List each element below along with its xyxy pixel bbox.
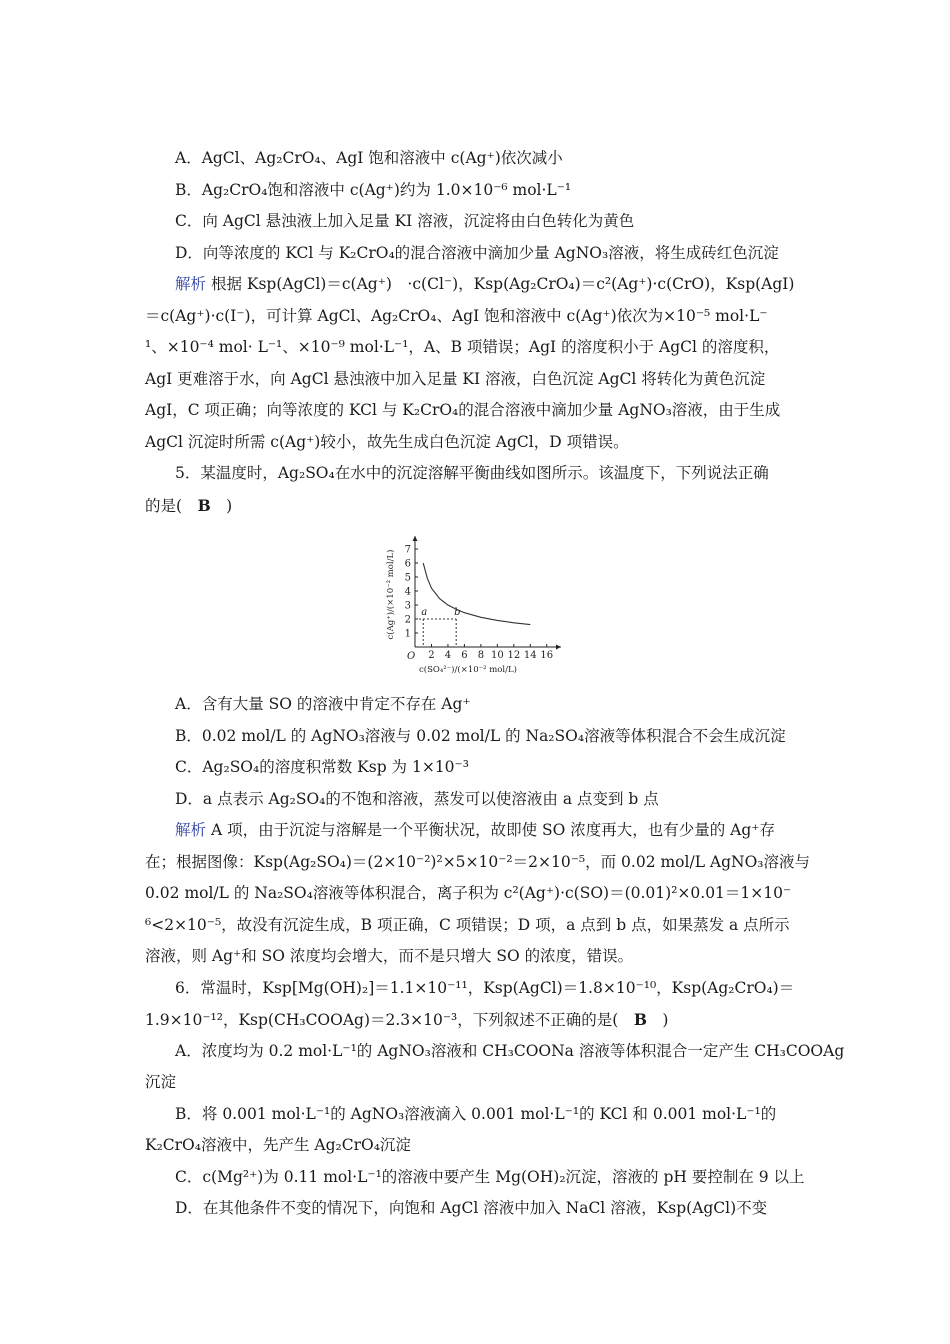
- line-text: A．AgCl、Ag₂CrO₄、AgI 饱和溶液中 c(Ag⁺)依次减小: [175, 149, 563, 167]
- line-text: 0.02 mol/L 的 Na₂SO₄溶液等体积混合，离子积为 c²(Ag⁺)·c(SO)＝(0.01)²×0.01＝1×10⁻: [145, 884, 792, 902]
- text-line: [145, 1099, 825, 1131]
- text-line: [145, 332, 825, 364]
- text-line: [145, 427, 825, 459]
- y-tick-label: 7: [404, 544, 411, 556]
- text-line: [145, 910, 825, 942]
- y-tick-label: 2: [404, 614, 411, 626]
- line-text: B．将 0.001 mol·L⁻¹的 AgNO₃溶液滴入 0.001 mol·L⁻¹的 KCl 和 0.001 mol·L⁻¹的: [175, 1104, 777, 1123]
- y-tick-label: 1: [404, 628, 411, 640]
- text-line: [145, 1067, 825, 1099]
- line-text: A．含有大量 SO 的溶液中肯定不存在 Ag⁺: [175, 695, 471, 713]
- analysis-label: 解析: [175, 821, 207, 839]
- solubility-curve: [423, 563, 530, 625]
- x-tick-label: 14: [523, 650, 537, 661]
- text-line: [145, 1036, 845, 1068]
- line-text: AgI，C 项正确；向等浓度的 KCl 与 K₂CrO₄的混合溶液中滴加少量 AgNO₃溶液，由于生成: [145, 401, 781, 419]
- text-line: [145, 395, 825, 427]
- text-line: [145, 1193, 825, 1225]
- text-line: [145, 847, 825, 879]
- text-line: [145, 752, 825, 784]
- text-block-after-figure: [145, 689, 845, 1225]
- line-text: B．0.02 mol/L 的 AgNO₃溶液与 0.02 mol/L 的 Na₂SO₄溶液等体积混合不会生成沉淀: [175, 726, 786, 745]
- text-block-before-figure: [145, 143, 825, 521]
- text-line: [145, 1004, 825, 1036]
- point-label-b: b: [454, 607, 461, 618]
- text-line: [145, 878, 825, 910]
- x-tick-label: 12: [507, 650, 521, 661]
- line-text: AgI 更难溶于水，向 AgCl 悬浊液中加入足量 KI 溶液，白色沉淀 AgCl 将转化为黄色沉淀: [145, 369, 766, 388]
- line-text: 根据 Ksp(AgCl)＝c(Ag⁺) ·c(Cl⁻)，Ksp(Ag₂CrO₄)＝c²(Ag⁺)·c(CrO)，Ksp(AgI): [206, 275, 795, 293]
- text-line: [145, 1130, 825, 1162]
- origin-label: O: [407, 651, 416, 662]
- text-line: [145, 206, 825, 238]
- text-line: [145, 143, 825, 175]
- text-line: [145, 301, 825, 333]
- x-tick-label: 8: [477, 650, 485, 661]
- line-tail: ): [646, 1011, 669, 1029]
- line-text: C．c(Mg²⁺)为 0.11 mol·L⁻¹的溶液中要产生 Mg(OH)₂沉淀，溶液的 pH 要控制在 9 以上: [175, 1167, 805, 1186]
- x-tick-label: 10: [490, 650, 504, 661]
- y-axis-arrow: [413, 536, 418, 541]
- x-axis-arrow: [556, 645, 561, 650]
- text-line: [145, 1162, 825, 1194]
- line-text: 6．常温时，Ksp[Mg(OH)₂]＝1.1×10⁻¹¹，Ksp(AgCl)＝1.8×10⁻¹⁰，Ksp(Ag₂CrO₄)＝: [175, 978, 795, 997]
- text-line: [145, 238, 825, 270]
- x-axis-label: c(SO₄²⁻)/(×10⁻² mol/L): [419, 665, 517, 675]
- document-page: [145, 143, 845, 1225]
- line-text: D．a 点表示 Ag₂SO₄的不饱和溶液，蒸发可以使溶液由 a 点变到 b 点: [175, 789, 659, 808]
- text-line: [145, 784, 825, 816]
- y-tick-label: 6: [404, 558, 411, 570]
- point-label-a: a: [421, 607, 428, 618]
- line-text: A 项，由于沉淀与溶解是一个平衡状况，故即使 SO 浓度再大，也有少量的 Ag⁺存: [206, 821, 775, 839]
- figure-container: [145, 527, 825, 685]
- text-line: [145, 490, 825, 522]
- y-tick-label: 3: [404, 600, 411, 612]
- line-text: D．向等浓度的 KCl 与 K₂CrO₄的混合溶液中滴加少量 AgNO₃溶液，将生成砖红色沉淀: [175, 243, 779, 262]
- text-line: [145, 364, 825, 396]
- solubility-chart: [377, 527, 567, 685]
- text-line: [145, 941, 825, 973]
- line-text: D．在其他条件不变的情况下，向饱和 AgCl 溶液中加入 NaCl 溶液，Ksp(AgCl)不变: [175, 1199, 768, 1217]
- text-line: [145, 689, 825, 721]
- line-text: B．Ag₂CrO₄饱和溶液中 c(Ag⁺)约为 1.0×10⁻⁶ mol·L⁻¹: [175, 180, 572, 199]
- line-text: ¹、×10⁻⁴ mol· L⁻¹、×10⁻⁹ mol·L⁻¹，A、B 项错误；AgI 的溶度积小于 AgCl 的溶度积，: [145, 338, 780, 356]
- answer-letter: B: [197, 495, 211, 515]
- text-line: [145, 269, 825, 301]
- text-line: [145, 721, 825, 753]
- line-text: 溶液，则 Ag⁺和 SO 浓度均会增大，而不是只增大 SO 的浓度，错误。: [145, 947, 634, 965]
- y-tick-label: 4: [404, 586, 411, 598]
- line-text: K₂CrO₄溶液中，先产生 Ag₂CrO₄沉淀: [145, 1136, 411, 1154]
- line-text: 的是(: [145, 496, 198, 515]
- line-text: C．Ag₂SO₄的溶度积常数 Ksp 为 1×10⁻³: [175, 758, 469, 776]
- line-text: AgCl 沉淀时所需 c(Ag⁺)较小，故先生成白色沉淀 AgCl，D 项错误。: [145, 432, 629, 451]
- line-text: ⁶<2×10⁻⁵，故没有沉淀生成，B 项正确，C 项错误；D 项，a 点到 b 点，如果蒸发 a 点所示: [145, 915, 790, 934]
- answer-letter: B: [633, 1010, 647, 1029]
- x-tick-label: 2: [428, 650, 435, 661]
- y-tick-label: 5: [404, 572, 411, 584]
- line-text: 在；根据图像：Ksp(Ag₂SO₄)＝(2×10⁻²)²×5×10⁻²＝2×10⁻⁵，而 0.02 mol/L AgNO₃溶液与: [145, 852, 811, 871]
- y-axis-label: c(Ag⁺)/(×10⁻² mol/L): [386, 549, 396, 640]
- text-line: [145, 973, 825, 1005]
- analysis-label: 解析: [175, 275, 207, 293]
- x-tick-label: 4: [444, 650, 452, 661]
- text-line: [145, 815, 825, 847]
- line-text: ＝c(Ag⁺)·c(I⁻)，可计算 AgCl、Ag₂CrO₄、AgI 饱和溶液中 c(Ag⁺)依次为×10⁻⁵ mol·L⁻: [145, 306, 768, 325]
- line-text: 沉淀: [145, 1073, 177, 1091]
- line-tail: ): [210, 496, 233, 515]
- text-line: [145, 458, 825, 490]
- x-tick-label: 6: [461, 650, 468, 661]
- line-text: C．向 AgCl 悬浊液上加入足量 KI 溶液，沉淀将由白色转化为黄色: [175, 212, 635, 230]
- text-line: [145, 175, 825, 207]
- line-text: 5．某温度时，Ag₂SO₄在水中的沉淀溶解平衡曲线如图所示。该温度下，下列说法正确: [175, 464, 769, 482]
- line-text: 1.9×10⁻¹²，Ksp(CH₃COOAg)＝2.3×10⁻³，下列叙述不正确的是(: [145, 1011, 634, 1029]
- x-tick-label: 16: [540, 650, 554, 661]
- line-text: A．浓度均为 0.2 mol·L⁻¹的 AgNO₃溶液和 CH₃COONa 溶液等体积混合一定产生 CH₃COOAg: [175, 1041, 845, 1060]
